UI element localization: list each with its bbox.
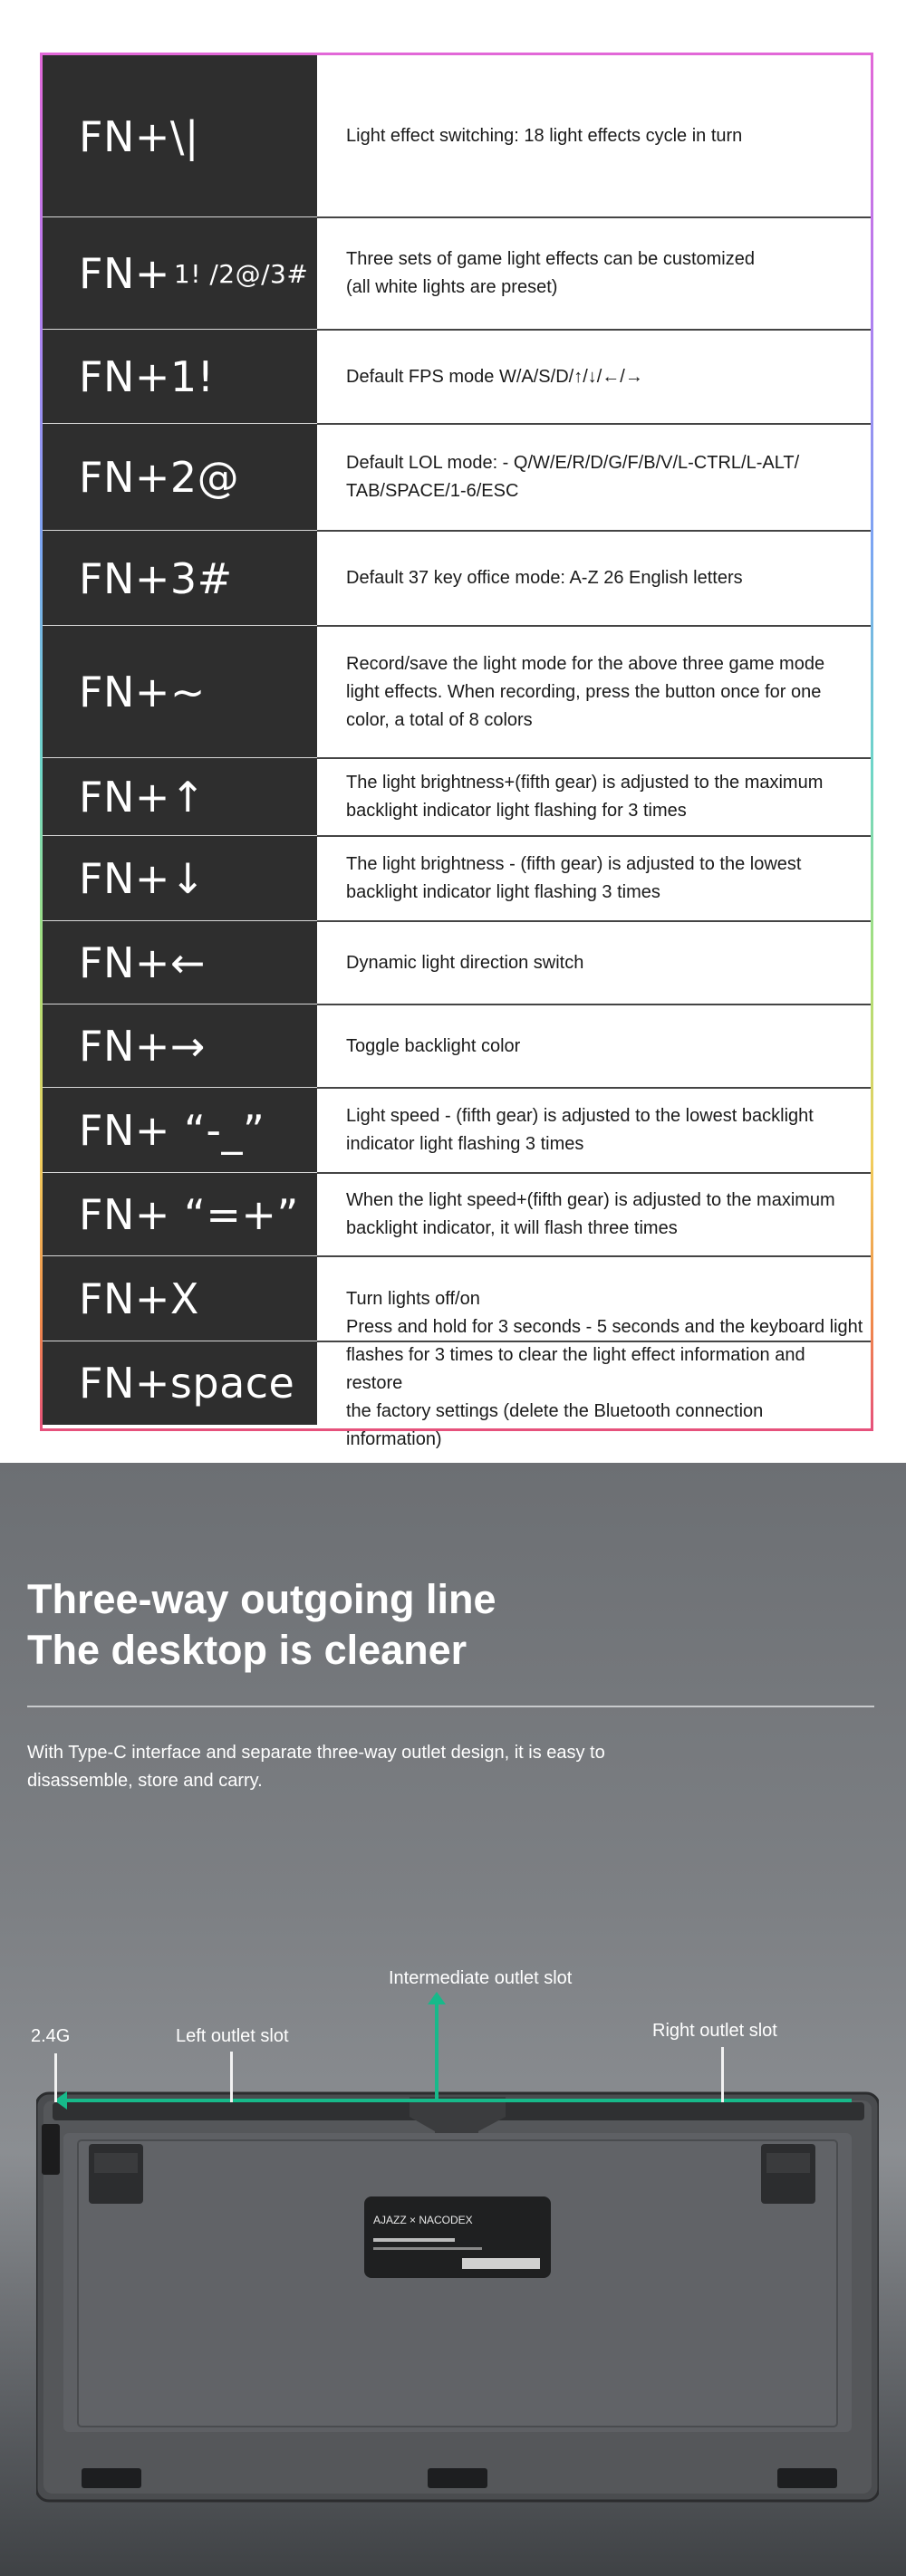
shortcut-key-label: FN+: [79, 249, 170, 298]
intermediate-outlet-label: Intermediate outlet slot: [389, 1968, 573, 1988]
shortcut-description-text: Default 37 key office mode: A-Z 26 English letters: [346, 568, 743, 588]
intermediate-arrow-line: [435, 2002, 439, 2100]
badge-brand-text: AJAZZ × NACODEX: [373, 2214, 473, 2226]
shortcut-key-label: FN+space: [79, 1359, 295, 1408]
shortcut-row: [43, 626, 871, 758]
shortcut-key: [43, 921, 317, 1004]
shortcut-row: [43, 217, 871, 330]
shortcut-row: [43, 1088, 871, 1173]
shortcut-description: [317, 1088, 871, 1173]
shortcut-description: [317, 921, 871, 1004]
receiver-24g-marker: [54, 2053, 57, 2102]
shortcut-description-text: The light brightness - (fifth gear) is adjusted to the lowest backlight indicator light flashing 3 times: [346, 854, 802, 902]
shortcut-key: [43, 1088, 317, 1173]
shortcut-row: [43, 424, 871, 531]
shortcut-description: [317, 217, 871, 330]
left-outlet-marker: [230, 2052, 233, 2102]
horizontal-arrow-line: [63, 2099, 852, 2102]
shortcut-description-text: Record/save the light mode for the above three game mode light effects. When recording, press the button once for one color, a total of 8 colors: [346, 653, 825, 730]
shortcut-key: [43, 424, 317, 531]
product-section: [0, 1463, 906, 2576]
shortcut-row: [43, 330, 871, 424]
shortcut-key: [43, 1004, 317, 1088]
receiver-24g-label: 2.4G: [31, 2026, 71, 2046]
shortcut-description-text: The light brightness+(fifth gear) is adjusted to the maximum backlight indicator light flashing for 3 times: [346, 773, 824, 821]
shortcut-table: [40, 53, 873, 1449]
shortcut-description-text: When the light speed+(fifth gear) is adjusted to the maximum backlight indicator, it will flash three times: [346, 1190, 835, 1238]
shortcut-row: [43, 758, 871, 836]
shortcut-description-text: Turn lights off/on: [346, 1288, 480, 1309]
shortcut-description-text: Default FPS mode W/A/S/D/↑/↓/←/→: [346, 366, 643, 387]
shortcut-description: [317, 1004, 871, 1088]
shortcut-key-label: FN+2@: [79, 453, 240, 502]
shortcut-row: [43, 1004, 871, 1088]
shortcut-key: [43, 330, 317, 424]
keyboard-bottom-image: [36, 2070, 879, 2576]
shortcut-description-text: Default LOL mode: - Q/W/E/R/D/G/F/B/V/L-CTRL/L-ALT/ TAB/SPACE/1-6/ESC: [346, 453, 800, 501]
shortcut-key-label: FN+ “=+”: [79, 1190, 299, 1239]
shortcut-description: [317, 330, 871, 424]
shortcut-key-label: FN+~: [79, 668, 206, 716]
headline-line1: Three-way outgoing line: [27, 1576, 496, 1622]
shortcut-key: [43, 758, 317, 836]
shortcut-key: [43, 217, 317, 330]
left-outlet-label: Left outlet slot: [176, 2026, 289, 2046]
shortcut-description: [317, 1316, 871, 1449]
shortcut-description-text: Dynamic light direction switch: [346, 952, 584, 973]
shortcut-description: [317, 55, 871, 217]
shortcut-key: [43, 55, 317, 217]
shortcut-key-label: FN+←: [79, 938, 206, 987]
shortcut-key-label: FN+ “-_”: [79, 1106, 265, 1155]
right-outlet-label: Right outlet slot: [652, 2021, 777, 2041]
product-headline: [27, 1574, 496, 1676]
shortcut-description-text: Three sets of game light effects can be customized (all white lights are preset): [346, 249, 755, 297]
shortcut-row: [43, 531, 871, 626]
shortcut-description-text: Press and hold for 3 seconds - 5 seconds and the keyboard light flashes for 3 times to clear the light effect information and restore the factory settings (delete the Bluetooth connection information): [346, 1316, 863, 1449]
shortcut-description: [317, 626, 871, 758]
shortcut-key-label: FN+↑: [79, 773, 206, 822]
shortcut-key: [43, 531, 317, 626]
shortcut-key-suffix: 1! /2@/3#: [173, 258, 309, 289]
shortcut-description-text: Light effect switching: 18 light effects cycle in turn: [346, 126, 743, 146]
shortcut-key-label: FN+↓: [79, 854, 206, 903]
right-outlet-marker: [721, 2047, 724, 2102]
shortcut-description-text: Toggle backlight color: [346, 1035, 521, 1056]
shortcut-key: [43, 1173, 317, 1256]
shortcut-key-label: FN+→: [79, 1022, 206, 1071]
shortcut-row: [43, 836, 871, 921]
shortcut-description: [317, 758, 871, 836]
shortcut-row: [43, 921, 871, 1004]
shortcut-description-text: Light speed - (fifth gear) is adjusted to the lowest backlight indicator light flashing 3 times: [346, 1106, 814, 1154]
intermediate-arrow-head: [428, 1992, 446, 2004]
shortcut-key: [43, 1341, 317, 1425]
shortcut-description: [317, 531, 871, 626]
shortcut-description: [317, 836, 871, 921]
shortcut-key-label: FN+X: [79, 1274, 199, 1323]
shortcut-key-label: FN+\|: [79, 111, 199, 161]
shortcut-row: [43, 1316, 871, 1449]
shortcut-key: [43, 626, 317, 758]
product-subtext: With Type-C interface and separate three-way outlet design, it is easy to disassemble, store and carry.: [27, 1743, 605, 1791]
shortcut-key: [43, 1256, 317, 1341]
shortcut-key-label: FN+1!: [79, 352, 215, 401]
shortcut-description: [317, 424, 871, 531]
divider: [27, 1706, 874, 1707]
shortcut-key-label: FN+3#: [79, 553, 233, 603]
shortcut-key: [43, 836, 317, 921]
headline-line2: The desktop is cleaner: [27, 1627, 467, 1673]
shortcut-description: [317, 1173, 871, 1256]
shortcut-row: [43, 1173, 871, 1256]
shortcut-row: [43, 55, 871, 217]
